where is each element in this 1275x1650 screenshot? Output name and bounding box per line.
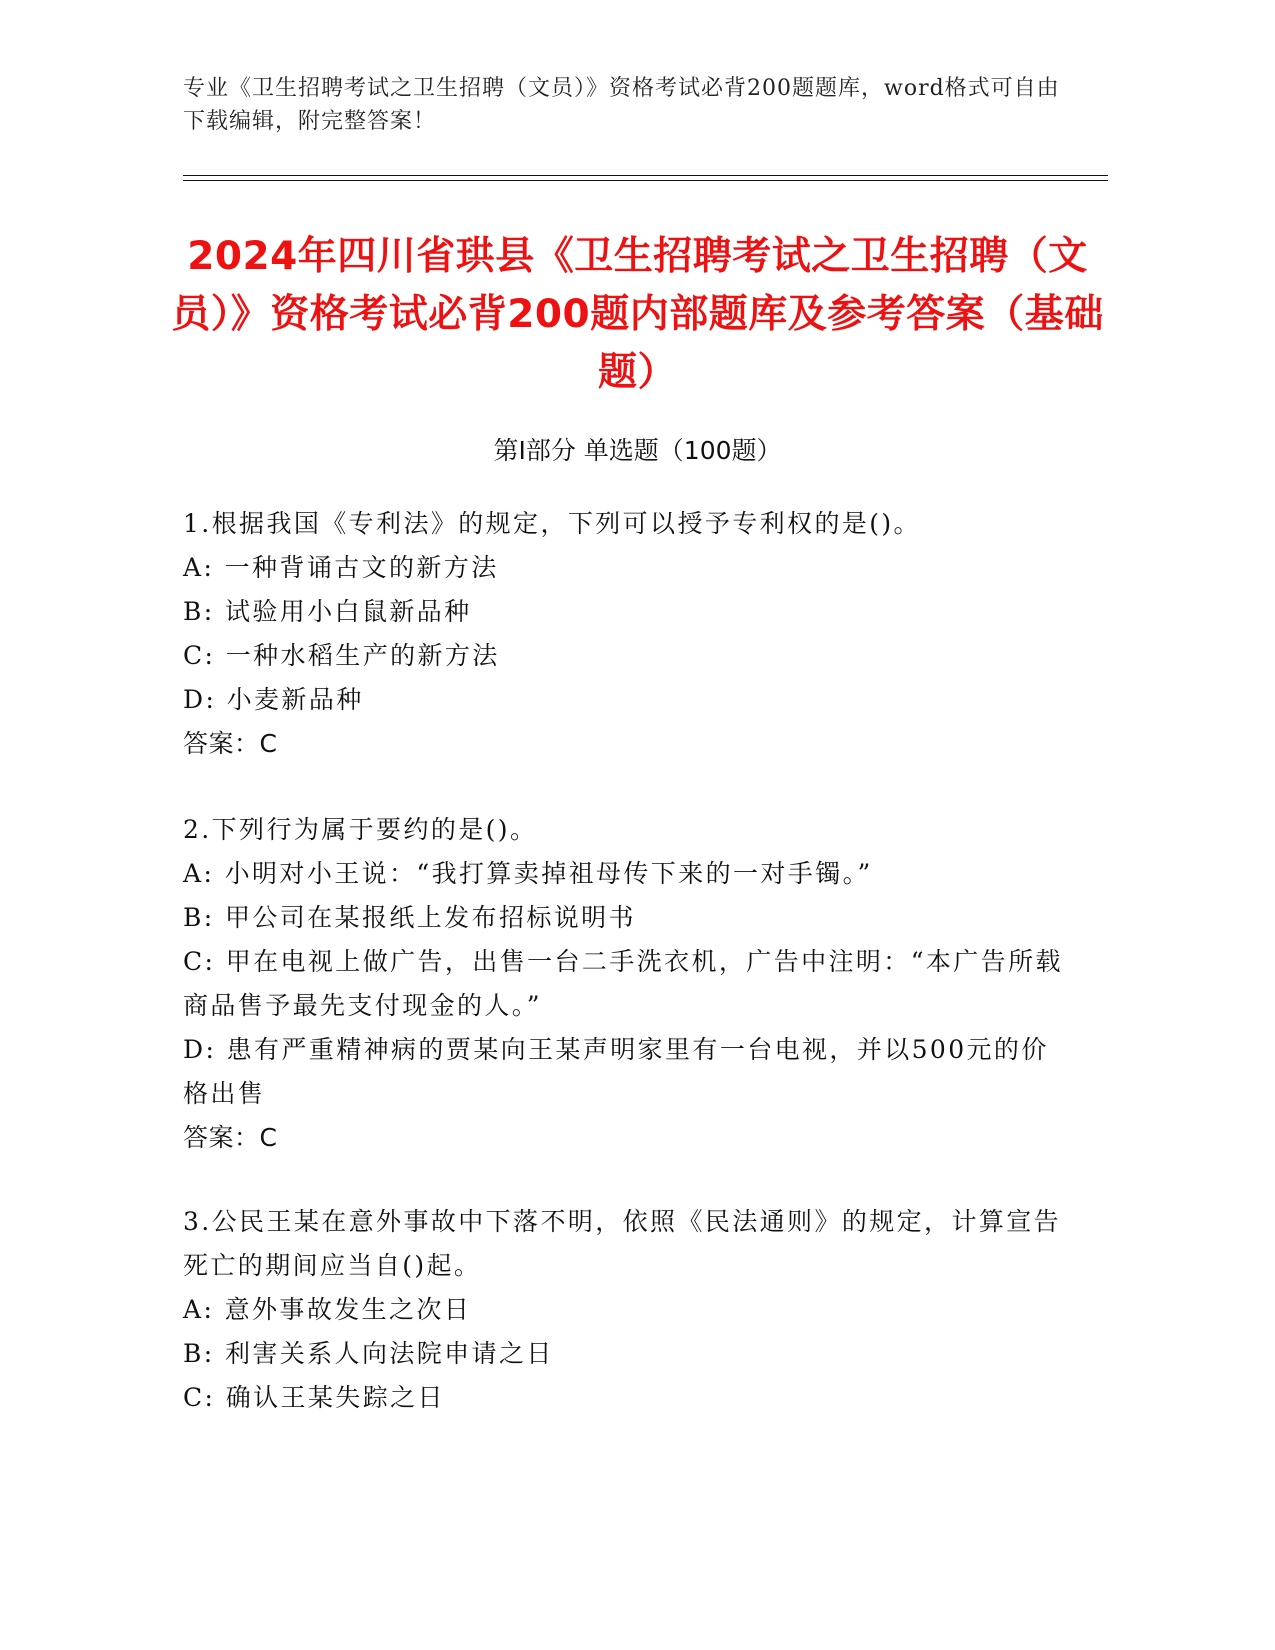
document-title: 2024年四川省珙县《卫生招聘考试之卫生招聘（文员）》资格考试必背200题内部题库及参考答案（基础题） [171, 234, 1104, 395]
option-d: D: 小麦新品种 [183, 685, 364, 714]
answer-text: 答案：C [183, 1123, 278, 1152]
option-c: C: 确认王某失踪之日 [183, 1383, 445, 1412]
option-b: B: 利害关系人向法院申请之日 [183, 1339, 554, 1368]
header-divider-top [183, 175, 1108, 176]
header-note: 专业《卫生招聘考试之卫生招聘（文员）》资格考试必背200题题库，word格式可自由下载编辑，附完整答案！ [183, 76, 1060, 134]
answer-text: 答案：C [183, 729, 278, 758]
header-divider-bottom [183, 180, 1108, 181]
question-stem: 3.公民王某在意外事故中下落不明，依照《民法通则》的规定，计算宣告死亡的期间应当自()起。 [183, 1207, 1062, 1280]
option-a: A: 小明对小王说：“我打算卖掉祖母传下来的一对手镯。” [183, 859, 873, 888]
section-heading: 第I部分 单选题（100题） [493, 436, 782, 465]
option-c: C: 甲在电视上做广告，出售一台二手洗衣机，广告中注明：“本广告所载商品售予最先支付现金的人。” [183, 947, 1063, 1020]
option-b: B: 试验用小白鼠新品种 [183, 597, 472, 626]
option-a: A: 一种背诵古文的新方法 [183, 553, 499, 582]
option-b: B: 甲公司在某报纸上发布招标说明书 [183, 903, 636, 932]
question-stem: 2.下列行为属于要约的是()。 [183, 815, 538, 844]
option-c: C: 一种水稻生产的新方法 [183, 641, 500, 670]
option-a: A: 意外事故发生之次日 [183, 1295, 472, 1324]
question-1 [183, 502, 1063, 766]
question-stem: 1.根据我国《专利法》的规定，下列可以授予专利权的是()。 [183, 509, 921, 538]
question-3 [183, 1200, 1063, 1420]
question-2 [183, 808, 1063, 1160]
option-d: D: 患有严重精神病的贾某向王某声明家里有一台电视，并以500元的价格出售 [183, 1035, 1049, 1108]
